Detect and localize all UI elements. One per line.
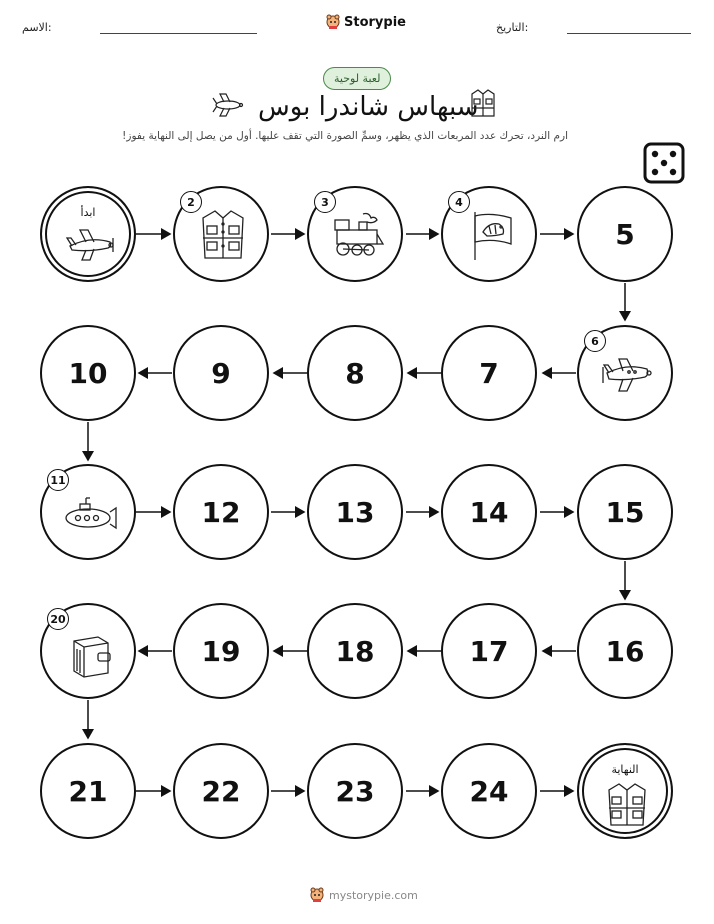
board-cell-19[interactable] [173,603,269,699]
steam-train-icon [331,212,385,258]
board-cell-13[interactable] [307,464,403,560]
cell-number: 17 [469,634,509,668]
board-cell-24[interactable] [441,743,537,839]
cell-number: 18 [335,634,375,668]
footer [310,887,418,903]
board-cell-22[interactable] [173,743,269,839]
board-cell-18[interactable] [307,603,403,699]
cell-number-tag-2: 2 [180,191,202,213]
cell-number-tag-3: 3 [314,191,336,213]
cell-number: 5 [615,217,635,251]
board-cell-12[interactable] [173,464,269,560]
cell-number: 14 [469,495,509,529]
cell-number: 9 [211,356,231,390]
board-cell-15[interactable] [577,464,673,560]
cell-number: 15 [605,495,645,529]
board-cell-finish[interactable] [577,743,673,839]
board-cell-17[interactable] [441,603,537,699]
board-cell-8[interactable] [307,325,403,421]
board-cell-10[interactable] [40,325,136,421]
submarine-icon [62,496,118,532]
board-cell-5[interactable] [577,186,673,282]
cell-number: 23 [335,774,375,808]
cell-number: 12 [201,495,241,529]
cell-number-tag-4: 4 [448,191,470,213]
cell-number-tag-20: 20 [47,608,69,630]
cell-number: 8 [345,356,365,390]
footer-url[interactable]: mystorypie.com [329,888,418,902]
cell-number-tag-6: 6 [584,330,606,352]
cell-number-tag-11: 11 [47,469,69,491]
airplane-icon [599,355,655,395]
board-cell-9[interactable] [173,325,269,421]
finish-label: النهاية [611,763,639,776]
book-icon [68,633,114,679]
tiger-flag-icon [471,210,515,262]
board-cell-start[interactable] [40,186,136,282]
airplane-icon [64,226,116,264]
cell-number: 10 [68,356,108,390]
date-label: التاريخ: [496,21,529,34]
board-cell-14[interactable] [441,464,537,560]
page-title: سبهاس شاندرا بوس [258,92,479,122]
cell-number: 22 [201,774,241,808]
cell-number: 13 [335,495,375,529]
cell-number: 24 [469,774,509,808]
board-cell-21[interactable] [40,743,136,839]
board-game-badge: لعبة لوحية [323,67,391,90]
board-cell-23[interactable] [307,743,403,839]
cell-number: 19 [201,634,241,668]
name-label: الاسم: [22,21,52,34]
cell-number: 21 [68,774,108,808]
brand-name: Storypie [344,14,406,30]
instructions: ارم النرد، تحرك عدد المربعات الذي يظهر، وسمِّ الصورة التي تقف عليها. أول من يصل إلى النهاية يفوز! [122,130,568,142]
uniform-jacket-icon [607,781,647,829]
cell-number: 16 [605,634,645,668]
start-label: ابدأ [80,206,96,219]
board-cell-7[interactable] [441,325,537,421]
uniform-jacket-icon [201,208,245,262]
storypie-mascot-icon [310,887,324,903]
cell-number: 7 [479,356,499,390]
board-cell-16[interactable] [577,603,673,699]
